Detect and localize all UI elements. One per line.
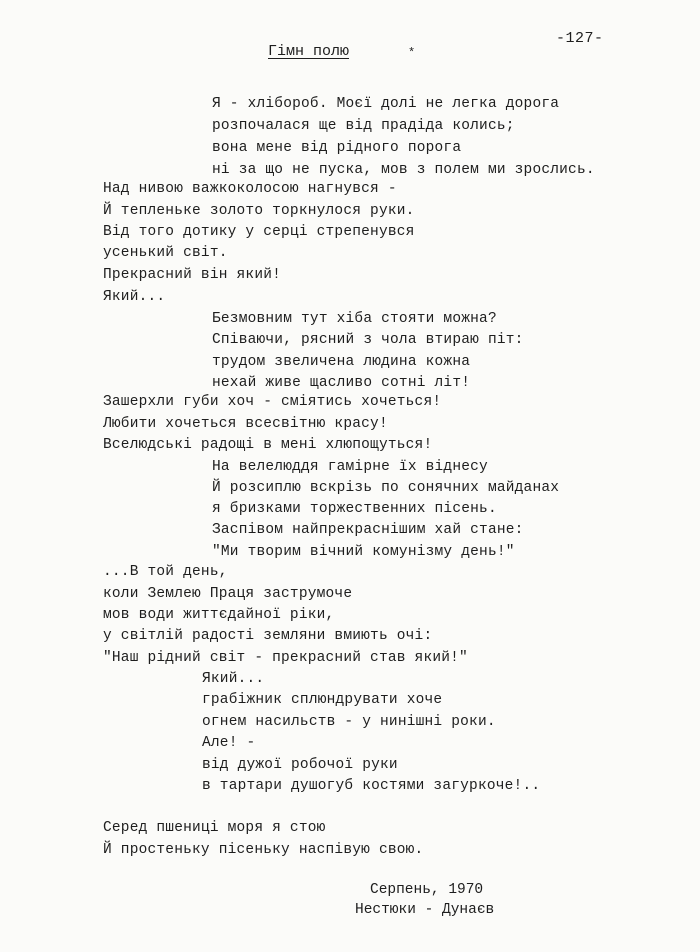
poem-line: Серед пшениці моря я стою: [103, 820, 326, 836]
poem-line: усенький світ.: [103, 245, 228, 261]
poem-line: вона мене від рідного порога: [212, 140, 462, 156]
poem-line: в тартари душогуб костями загуркоче!..: [202, 778, 541, 794]
poem-line: Співаючи, рясний з чола втираю піт:: [212, 332, 524, 348]
poem-line: ...В той день,: [103, 564, 228, 580]
poem-line: я бризками торжественних пісень.: [212, 501, 497, 517]
poem-line: На велелюддя гамірне їх віднесу: [212, 459, 488, 475]
poem-line: Безмовним тут хіба стояти можна?: [212, 311, 497, 327]
poem-line: грабіжник сплюндрувати хоче: [202, 692, 443, 708]
poem-line: Заспівом найпрекраснішим хай стане:: [212, 522, 524, 538]
poem-line: мов води життєдайної ріки,: [103, 607, 335, 623]
poem-line: Вселюдські радощі в мені хлюпощуться!: [103, 437, 433, 453]
poem-line: "Ми творим вічний комунізму день!": [212, 544, 515, 560]
signature-date: Серпень, 1970: [370, 882, 484, 898]
poem-line: Й простеньку пісеньку наспівую свою.: [103, 842, 424, 858]
poem-line: нехай живе щасливо сотні літ!: [212, 375, 471, 391]
poem-line: Прекрасний він який!: [103, 267, 282, 283]
poem-line: у світлій радості земляни вмиють очі:: [103, 628, 433, 644]
poem-line: Який...: [202, 671, 265, 687]
poem-line: Над нивою важкоколосою нагнувся -: [103, 181, 397, 197]
poem-line: розпочалася ще від прадіда колись;: [212, 118, 515, 134]
poem-line: огнем насильств - у нинішні роки.: [202, 714, 496, 730]
title-mark: *: [408, 46, 416, 60]
poem-line: ні за що не пуска, мов з полем ми зрослись.: [212, 162, 595, 178]
poem-line: Й тепленьке золото торкнулося руки.: [103, 203, 415, 219]
poem-line: Від того дотику у серці стрепенувся: [103, 224, 415, 240]
poem-line: "Наш рідний світ - прекрасний став який!": [103, 650, 468, 666]
poem-line: від дужої робочої руки: [202, 757, 398, 773]
poem-line: Зашерхли губи хоч - сміятись хочеться!: [103, 394, 442, 410]
signature-author: Нестюки - Дунаєв: [355, 902, 495, 918]
poem-line: коли Землею Праця заструмоче: [103, 586, 353, 602]
poem-line: Я - хлібороб. Моєї долі не легка дорога: [212, 96, 560, 112]
poem-title: Гімн полю: [268, 43, 350, 60]
page-number: -127-: [556, 30, 604, 47]
poem-line: Який...: [103, 289, 166, 305]
poem-line: трудом звеличена людина кожна: [212, 354, 471, 370]
poem-line: Й розсиплю вскрізь по сонячних майданах: [212, 480, 560, 496]
poem-line: Любити хочеться всесвітню красу!: [103, 416, 388, 432]
poem-line: Але! -: [202, 735, 256, 751]
